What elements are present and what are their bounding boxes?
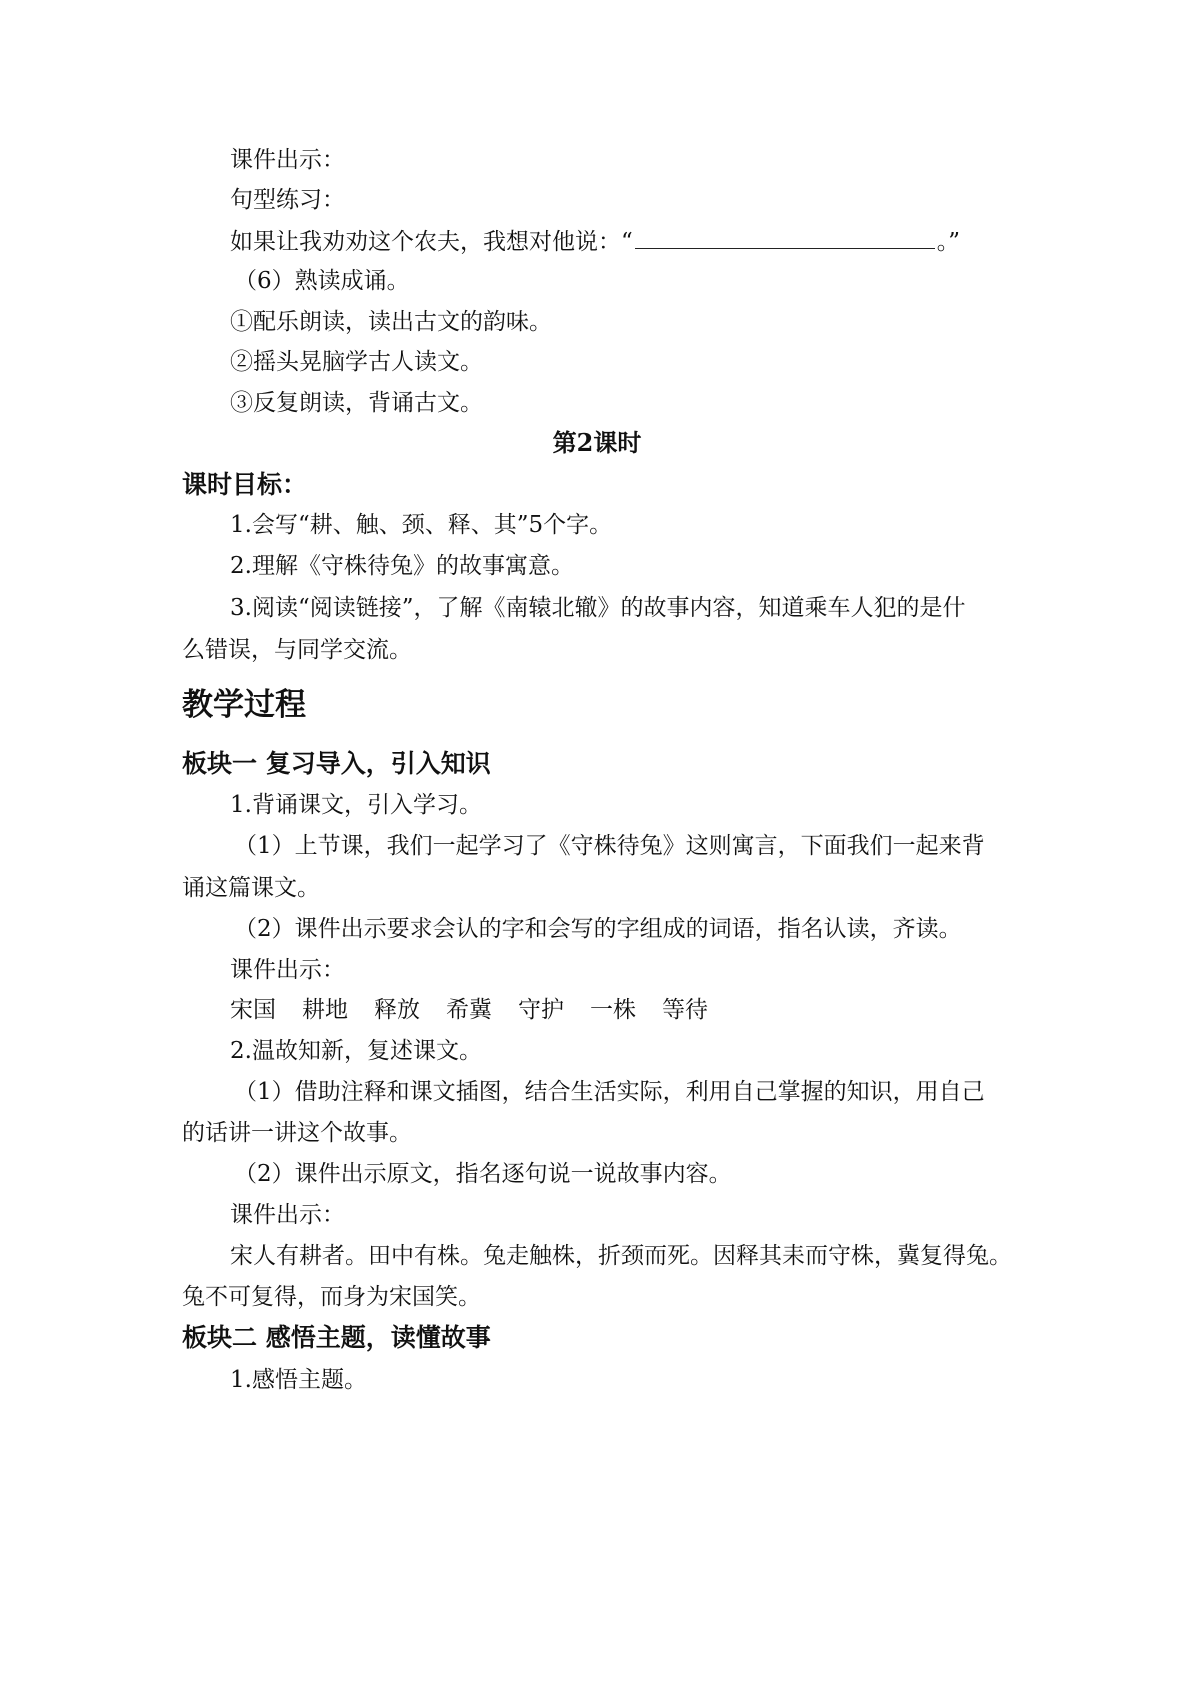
original-text-continued: 兔不可复得，而身为宋国笑。	[182, 1284, 481, 1310]
original-text: 宋人有耕者。田中有株。兔走触株，折颈而死。因释其耒而守株，冀复得兔。	[230, 1243, 1012, 1269]
word-item: 耕地	[302, 997, 348, 1023]
fill-in-sentence	[230, 226, 1060, 257]
block1-step-1: 1.背诵课文，引入学习。	[230, 792, 482, 818]
block2-step-1: 1.感悟主题。	[230, 1367, 367, 1393]
fill-in-prefix: 如果让我劝劝这个农夫，我想对他说：“	[230, 229, 633, 255]
word-list	[230, 995, 1060, 1025]
courseware-label-3: 课件出示：	[230, 1202, 345, 1228]
block1-step-2: 2.温故知新，复述课文。	[230, 1038, 482, 1064]
fill-in-blank	[635, 226, 935, 249]
courseware-label: 课件出示：	[230, 147, 345, 173]
objective-1: 1.会写“耕、触、颈、释、其”5个字。	[230, 512, 613, 538]
word-item: 守护	[518, 997, 564, 1023]
objective-3-continued: 么错误，与同学交流。	[182, 637, 412, 663]
block1-title: 板块一 复习导入，引入知识	[182, 749, 491, 778]
lesson-heading: 第2课时	[552, 428, 642, 457]
word-item: 释放	[374, 997, 420, 1023]
step-6-item-1: ①配乐朗读，读出古文的韵味。	[230, 309, 552, 335]
document-page	[182, 0, 1012, 1684]
sentence-practice-label: 句型练习：	[230, 187, 345, 213]
block2-title: 板块二 感悟主题，读懂故事	[182, 1323, 491, 1352]
step-6-item-3: ③反复朗读，背诵古文。	[230, 390, 483, 416]
word-item: 希冀	[446, 997, 492, 1023]
objective-3: 3.阅读“阅读链接”，了解《南辕北辙》的故事内容，知道乘车人犯的是什	[230, 595, 966, 621]
step-6: （6）熟读成诵。	[234, 268, 410, 294]
fill-in-suffix: 。”	[936, 229, 961, 255]
objectives-title: 课时目标：	[182, 470, 308, 499]
block1-para-1-continued: 诵这篇课文。	[182, 875, 320, 901]
block1-para-3-continued: 的话讲一讲这个故事。	[182, 1120, 412, 1146]
block1-para-4: （2）课件出示原文，指名逐句说一说故事内容。	[234, 1161, 732, 1187]
block1-para-3: （1）借助注释和课文插图，结合生活实际，利用自己掌握的知识，用自己	[234, 1079, 985, 1105]
objective-2: 2.理解《守株待兔》的故事寓意。	[230, 553, 574, 579]
block1-para-1: （1）上节课，我们一起学习了《守株待兔》这则寓言，下面我们一起来背	[234, 833, 985, 859]
courseware-label-2: 课件出示：	[230, 957, 345, 983]
process-title: 教学过程	[182, 687, 306, 723]
word-item: 等待	[662, 997, 708, 1023]
word-item: 一株	[590, 997, 636, 1023]
block1-para-2: （2）课件出示要求会认的字和会写的字组成的词语，指名认读，齐读。	[234, 916, 962, 942]
word-item: 宋国	[230, 997, 276, 1023]
step-6-item-2: ②摇头晃脑学古人读文。	[230, 349, 483, 375]
